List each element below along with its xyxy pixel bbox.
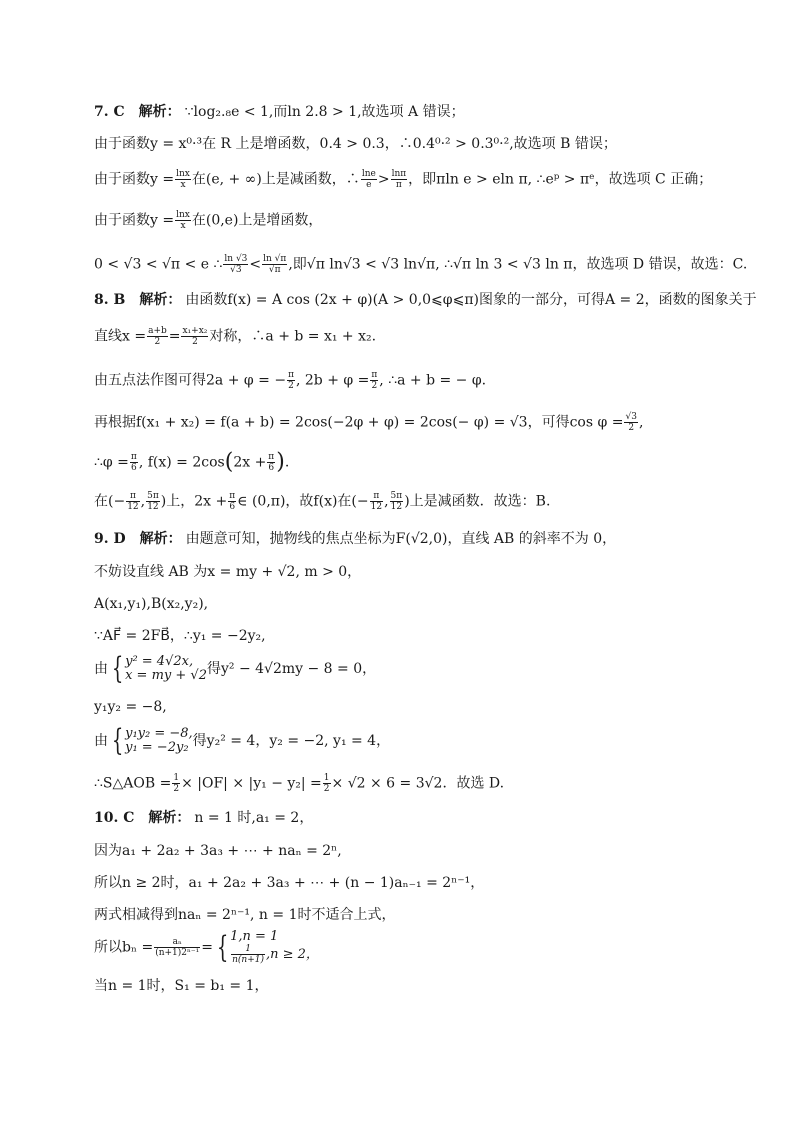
text: 再根据f(x₁ + x₂) = f(a + b) = 2cos(−2φ + φ) = 2cos(− φ) = √3，可得cos φ = (94, 414, 624, 431)
num: x₁+x₂ (182, 326, 208, 336)
symbol: < (249, 256, 262, 273)
brace: { (111, 651, 124, 686)
num: π (268, 452, 275, 462)
den: 12 (370, 502, 383, 512)
text: ,即√π ln√3 < √3 ln√π, ∴√π ln 3 < √3 ln π，故选项 D 错误，故选：C. (288, 256, 748, 273)
num: π (229, 491, 236, 501)
den: 12 (147, 502, 159, 512)
q10-line-6: 当n = 1时，S₁ = b₁ = 1， (94, 978, 269, 994)
text: 由题意可知，抛物线的焦点坐标为F(√2,0)，直线 AB 的斜率不为 0， (185, 531, 617, 547)
symbol: , (140, 493, 146, 510)
text: × |OF| × |y₁ − y₂| = (181, 775, 322, 792)
fraction (262, 254, 287, 275)
num: 5π (147, 491, 159, 501)
fraction (146, 491, 160, 512)
fraction (370, 491, 383, 512)
den: 6 (229, 502, 236, 512)
q8-line-6 (94, 491, 734, 512)
text: 得y² − 4√2my − 8 = 0， (206, 661, 377, 677)
q8-line-4 (94, 412, 734, 433)
q9-line-8 (94, 773, 734, 794)
den: √3 (230, 265, 242, 275)
text: 0 < √3 < √π < e ∴ (94, 256, 223, 273)
fraction (147, 326, 168, 347)
q10-number: 10. C (94, 810, 135, 826)
fraction (390, 491, 404, 512)
num: lne (361, 169, 376, 179)
q9-line-6: y₁y₂ = −8, (94, 699, 167, 715)
fraction (175, 169, 191, 190)
num: π (370, 491, 383, 502)
text: ,n ≥ 2， (266, 947, 319, 962)
q10-line-5 (94, 930, 734, 965)
q10-line-4: 两式相减得到naₙ = 2ⁿ⁻¹, n = 1时不适合上式， (94, 907, 396, 923)
fraction (172, 773, 180, 794)
num: 5π (390, 491, 403, 501)
den: n(n+1) (232, 955, 264, 965)
q10-solution-label: 解析： (148, 810, 191, 826)
num: lnx (176, 210, 190, 220)
fraction (130, 452, 138, 473)
text: , f(x) = 2cos (138, 454, 225, 471)
text: )上是减函数．故选：B. (404, 493, 551, 510)
q8-line-5 (94, 449, 734, 475)
q7-line-2: 由于函数y = x⁰·³在 R 上是增函数，0.4 > 0.3，∴0.4⁰·² > 0.3⁰·²,故选项 B 错误； (94, 136, 617, 152)
den: 2 (371, 381, 378, 391)
brace: { (111, 723, 124, 758)
q10-line-1 (94, 809, 734, 827)
text: 2x + (233, 454, 267, 471)
fraction (370, 370, 378, 391)
q8-solution-label: 解析： (139, 292, 182, 308)
q9-line-2: 不妨设直线 AB 为x = my + √2, m > 0， (94, 564, 362, 580)
den: 12 (127, 502, 139, 512)
fraction (154, 937, 200, 958)
text: 所以bₙ = (94, 939, 154, 956)
text: 在(− (94, 493, 126, 510)
paren: ( (224, 449, 234, 475)
fraction (361, 169, 377, 190)
text: 由五点法作图可得2a + φ = − (94, 372, 287, 389)
den: 12 (390, 502, 403, 512)
fraction (267, 452, 275, 473)
den: x (180, 221, 186, 231)
eq2: y₁ = −2y₂ (125, 740, 189, 755)
den: √π (268, 265, 281, 275)
q8-number: 8. B (94, 292, 126, 308)
num: a+b (148, 326, 167, 336)
case2 (230, 944, 319, 965)
text: 在(0,e)上是增函数， (191, 212, 323, 229)
brace: { (216, 929, 229, 965)
num: aₙ (154, 937, 200, 948)
q7-line-1 (94, 103, 734, 121)
q7-solution-label: 解析： (138, 104, 181, 120)
den: 2 (154, 337, 161, 347)
paren: ) (276, 449, 285, 475)
fraction (391, 169, 408, 190)
eq1: y² = 4√2x, (125, 654, 194, 669)
text: 直线x = (94, 328, 147, 345)
equation-system (125, 655, 207, 683)
equation-system (125, 727, 193, 755)
num: 1 (173, 773, 180, 783)
text: , 2b + φ = (295, 372, 370, 389)
q10-line-3: 所以n ≥ 2时，a₁ + 2a₂ + 3a₃ + ⋯ + (n − 1)aₙ₋₁ = 2ⁿ⁻¹， (94, 875, 485, 891)
fraction (624, 412, 637, 433)
den: 2 (323, 784, 330, 794)
den: π (395, 180, 402, 190)
den: e (366, 180, 372, 190)
eq2: x = my + √2 (125, 668, 207, 683)
num: π (371, 370, 378, 380)
symbol: = (201, 939, 214, 956)
case1: 1,n = 1 (230, 929, 279, 944)
num: π (288, 370, 294, 380)
fraction (231, 944, 265, 965)
q10-line-2: 因为a₁ + 2a₂ + 3a₃ + ⋯ + naₙ = 2ⁿ, (94, 843, 342, 859)
text: 由于函数y = (94, 171, 175, 188)
num: ln √π (263, 254, 287, 264)
fraction (126, 491, 139, 512)
den: 6 (130, 463, 137, 473)
num: 1 (231, 944, 265, 955)
q7-text: ∵log₂.₈e < 1,而ln 2.8 > 1,故选项 A 错误； (184, 104, 465, 120)
text: 由于函数y = (94, 212, 175, 229)
num: √3 (625, 412, 637, 422)
q9-line-3: A(x₁,y₁),B(x₂,y₂), (94, 596, 209, 612)
q7-number: 7. C (94, 104, 125, 120)
q8-line-2 (94, 326, 734, 347)
fraction (175, 210, 191, 231)
num: π (130, 452, 137, 462)
den: x (180, 180, 186, 190)
text: ∈ (0,π)，故f(x)在(− (237, 493, 369, 510)
fraction (323, 773, 331, 794)
symbol: = (168, 328, 181, 345)
q7-line-5 (94, 254, 748, 275)
text: ∴S△AOB = (94, 775, 172, 792)
q8-line-3 (94, 370, 734, 391)
q9-line-4: ∵AF⃗ = 2FB⃗，∴y₁ = −2y₂, (94, 628, 266, 644)
num: π (126, 491, 139, 502)
text: . (284, 454, 290, 471)
text: 在(e, + ∞)上是减函数，∴ (191, 171, 360, 188)
text: 由 (94, 733, 108, 749)
text: × √2 × 6 = 3√2．故选 D. (331, 775, 505, 792)
q9-solution-label: 解析： (139, 531, 182, 547)
q7-line-3 (94, 169, 734, 190)
q9-number: 9. D (94, 531, 126, 547)
q8-line-1 (94, 291, 757, 309)
den: (n+1)2ⁿ⁻¹ (155, 948, 200, 958)
num: lnx (176, 169, 190, 179)
den: 6 (268, 463, 275, 473)
text: , (638, 414, 644, 431)
symbol: > (377, 171, 390, 188)
text: n = 1 时,a₁ = 2， (194, 810, 314, 826)
q9-line-5 (94, 651, 734, 686)
den: 2 (288, 381, 294, 391)
text: , ∴a + b = − φ. (379, 372, 487, 389)
text: 对称，∴a + b = x₁ + x₂. (209, 328, 377, 345)
fraction (223, 254, 248, 275)
text: 得y₂² = 4，y₂ = −2, y₁ = 4， (192, 733, 391, 749)
num: 1 (323, 773, 330, 783)
text: ∴φ = (94, 454, 129, 471)
symbol: , (384, 493, 389, 510)
piecewise (230, 930, 319, 965)
fraction (228, 491, 236, 512)
num: lnπ (391, 169, 407, 179)
den: 2 (192, 337, 198, 347)
den: 2 (628, 423, 635, 433)
q9-line-1 (94, 530, 734, 548)
fraction (181, 326, 208, 347)
eq1: y₁y₂ = −8, (125, 726, 193, 741)
text: 由 (94, 661, 108, 677)
text: )上，2x + (160, 493, 228, 510)
den: 2 (173, 784, 180, 794)
fraction (287, 370, 295, 391)
text: 由函数f(x) = A cos (2x + φ)(A > 0,0⩽φ⩽π)图象的一部分，可得A = 2，函数的图象关于 (185, 292, 757, 308)
text: ，即πln e > eln π, ∴eᵖ > πᵉ，故选项 C 正确； (408, 171, 713, 188)
q9-line-7 (94, 723, 734, 758)
num: ln √3 (224, 254, 248, 264)
q7-line-4 (94, 210, 734, 231)
